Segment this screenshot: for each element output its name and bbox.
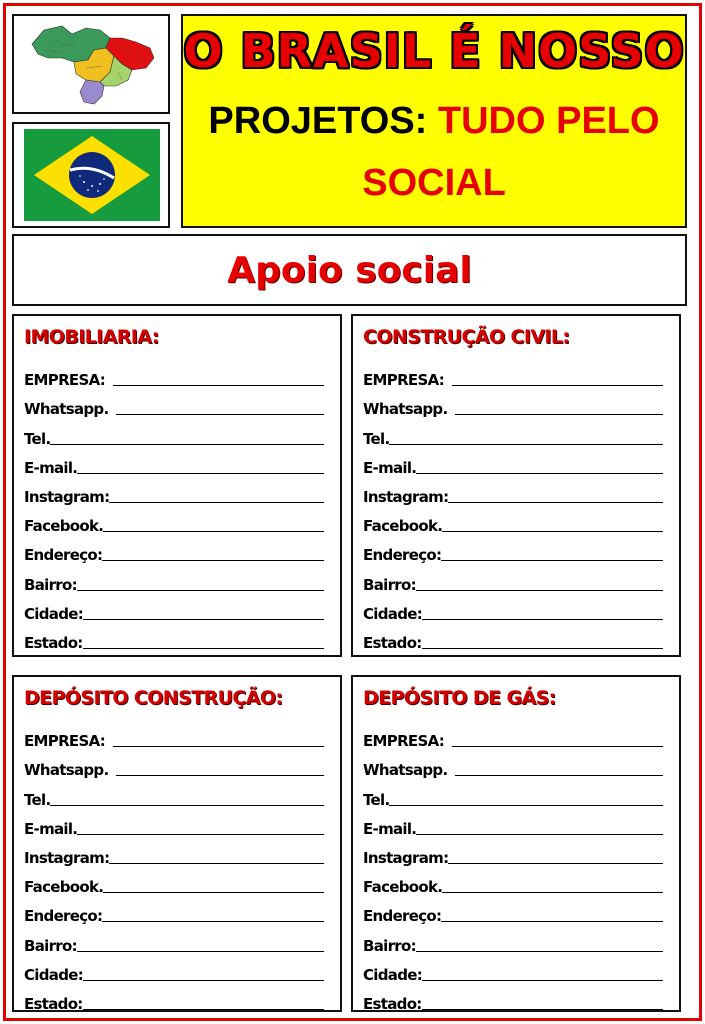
field-estado[interactable]	[24, 984, 324, 1013]
fill-line[interactable]	[422, 980, 663, 981]
field-empresa[interactable]	[24, 721, 324, 750]
field-label: E-mail.	[363, 819, 417, 838]
fill-line[interactable]	[442, 531, 663, 532]
field-tel[interactable]	[24, 418, 324, 447]
field-tel[interactable]	[24, 779, 324, 808]
field-label: Facebook.	[24, 517, 104, 536]
fill-line[interactable]	[448, 502, 663, 503]
field-instagram[interactable]	[363, 477, 663, 506]
field-estado[interactable]	[363, 984, 663, 1013]
field-label: EMPRESA:	[363, 371, 445, 390]
field-facebook[interactable]	[363, 506, 663, 535]
field-label: Endereço:	[363, 546, 442, 565]
form-fields	[24, 721, 324, 1013]
field-label: Endereço:	[363, 907, 442, 926]
fill-line[interactable]	[50, 444, 324, 445]
field-instagram[interactable]	[24, 477, 324, 506]
form-fields	[363, 360, 663, 652]
field-whatsapp[interactable]	[363, 750, 663, 779]
field-label: Bairro:	[363, 936, 416, 955]
fill-line[interactable]	[109, 502, 324, 503]
panel-title: DEPÓSITO DE GÁS:	[363, 687, 556, 709]
field-whatsapp[interactable]	[363, 389, 663, 418]
fill-line[interactable]	[441, 560, 663, 561]
fill-line[interactable]	[116, 775, 324, 776]
fill-line[interactable]	[455, 414, 663, 415]
fill-line[interactable]	[422, 648, 663, 649]
fill-line[interactable]	[83, 619, 324, 620]
field-facebook[interactable]	[24, 506, 324, 535]
field-label: Cidade:	[24, 965, 84, 984]
field-label: Tel.	[363, 429, 390, 448]
brazil-flag-icon	[14, 124, 168, 226]
field-endereco[interactable]	[363, 535, 663, 564]
fill-line[interactable]	[452, 385, 663, 386]
field-instagram[interactable]	[363, 838, 663, 867]
fill-line[interactable]	[103, 892, 324, 893]
field-whatsapp[interactable]	[24, 389, 324, 418]
field-cidade[interactable]	[24, 955, 324, 984]
map-panel	[12, 14, 170, 114]
fill-line[interactable]	[455, 775, 663, 776]
field-bairro[interactable]	[24, 925, 324, 954]
field-instagram[interactable]	[24, 838, 324, 867]
fill-line[interactable]	[422, 1009, 663, 1010]
field-label: Instagram:	[363, 487, 449, 506]
fill-line[interactable]	[77, 951, 324, 952]
title-banner	[181, 14, 687, 228]
field-label: Bairro:	[24, 575, 77, 594]
fill-line[interactable]	[109, 863, 324, 864]
field-bairro[interactable]	[363, 564, 663, 593]
field-label: Tel.	[24, 429, 51, 448]
field-label: Cidade:	[363, 965, 423, 984]
field-label: EMPRESA:	[24, 371, 106, 390]
panel-title: IMOBILIARIA:	[24, 326, 159, 348]
field-label: EMPRESA:	[363, 732, 445, 751]
fill-line[interactable]	[83, 980, 324, 981]
fill-line[interactable]	[422, 619, 663, 620]
field-whatsapp[interactable]	[24, 750, 324, 779]
fill-line[interactable]	[116, 414, 324, 415]
field-label: Instagram:	[363, 848, 449, 867]
field-label: Facebook.	[24, 878, 104, 897]
subtitle-projects: PROJETOS:	[208, 100, 438, 142]
field-cidade[interactable]	[363, 955, 663, 984]
field-bairro[interactable]	[363, 925, 663, 954]
fill-line[interactable]	[102, 560, 324, 561]
field-cidade[interactable]	[24, 594, 324, 623]
form-panel-construcao-civil	[351, 314, 681, 657]
field-endereco[interactable]	[24, 535, 324, 564]
form-panel-deposito-construcao	[12, 675, 342, 1012]
field-label: Bairro:	[363, 575, 416, 594]
form-panel-imobiliaria	[12, 314, 342, 657]
field-label: Whatsapp.	[24, 400, 109, 419]
field-label: E-mail.	[24, 819, 78, 838]
field-label: Whatsapp.	[24, 761, 109, 780]
fill-line[interactable]	[77, 590, 324, 591]
field-estado[interactable]	[363, 623, 663, 652]
fill-line[interactable]	[83, 1009, 324, 1010]
field-empresa[interactable]	[363, 721, 663, 750]
field-label: Tel.	[24, 790, 51, 809]
fill-line[interactable]	[103, 531, 324, 532]
field-email[interactable]	[363, 448, 663, 477]
fill-line[interactable]	[389, 444, 663, 445]
fill-line[interactable]	[77, 834, 324, 835]
form-panel-deposito-de-gas	[351, 675, 681, 1012]
field-label: Estado:	[24, 994, 83, 1013]
field-endereco[interactable]	[363, 896, 663, 925]
field-facebook[interactable]	[363, 867, 663, 896]
field-label: EMPRESA:	[24, 732, 106, 751]
fill-line[interactable]	[113, 385, 324, 386]
field-empresa[interactable]	[363, 360, 663, 389]
fill-line[interactable]	[77, 473, 324, 474]
field-label: Estado:	[24, 633, 83, 652]
field-label: E-mail.	[363, 458, 417, 477]
section-header	[12, 234, 687, 306]
field-label: Endereço:	[24, 907, 103, 926]
subtitle-tagline: TUDO PELO SOCIAL	[362, 100, 660, 204]
field-label: Cidade:	[363, 604, 423, 623]
brazil-map-icon	[14, 16, 168, 112]
field-empresa[interactable]	[24, 360, 324, 389]
section-title: Apoio social	[227, 249, 472, 291]
field-label: Endereço:	[24, 546, 103, 565]
fill-line[interactable]	[50, 805, 324, 806]
field-cidade[interactable]	[363, 594, 663, 623]
field-label: Bairro:	[24, 936, 77, 955]
form-fields	[363, 721, 663, 1013]
subtitle	[199, 90, 669, 214]
fill-line[interactable]	[416, 951, 663, 952]
field-label: Whatsapp.	[363, 400, 448, 419]
fill-line[interactable]	[448, 863, 663, 864]
field-label: Whatsapp.	[363, 761, 448, 780]
field-label: Estado:	[363, 994, 422, 1013]
field-email[interactable]	[363, 809, 663, 838]
fill-line[interactable]	[416, 834, 663, 835]
main-title: O BRASIL É NOSSO	[183, 24, 685, 78]
fill-line[interactable]	[441, 921, 663, 922]
field-label: Cidade:	[24, 604, 84, 623]
field-label: E-mail.	[24, 458, 78, 477]
flag-panel	[12, 122, 170, 228]
fill-line[interactable]	[102, 921, 324, 922]
field-estado[interactable]	[24, 623, 324, 652]
fill-line[interactable]	[113, 746, 324, 747]
fill-line[interactable]	[452, 746, 663, 747]
field-label: Tel.	[363, 790, 390, 809]
field-label: Estado:	[363, 633, 422, 652]
field-label: Facebook.	[363, 517, 443, 536]
field-label: Facebook.	[363, 878, 443, 897]
field-endereco[interactable]	[24, 896, 324, 925]
field-label: Instagram:	[24, 848, 110, 867]
fill-line[interactable]	[389, 805, 663, 806]
field-facebook[interactable]	[24, 867, 324, 896]
fill-line[interactable]	[416, 590, 663, 591]
field-tel[interactable]	[363, 418, 663, 447]
form-fields	[24, 360, 324, 652]
field-bairro[interactable]	[24, 564, 324, 593]
field-email[interactable]	[24, 809, 324, 838]
field-label: Instagram:	[24, 487, 110, 506]
field-email[interactable]	[24, 448, 324, 477]
field-tel[interactable]	[363, 779, 663, 808]
fill-line[interactable]	[442, 892, 663, 893]
panel-title: DEPÓSITO CONSTRUÇÃO:	[24, 687, 283, 709]
fill-line[interactable]	[83, 648, 324, 649]
fill-line[interactable]	[416, 473, 663, 474]
panel-title: CONSTRUÇÃO CIVIL:	[363, 326, 570, 348]
